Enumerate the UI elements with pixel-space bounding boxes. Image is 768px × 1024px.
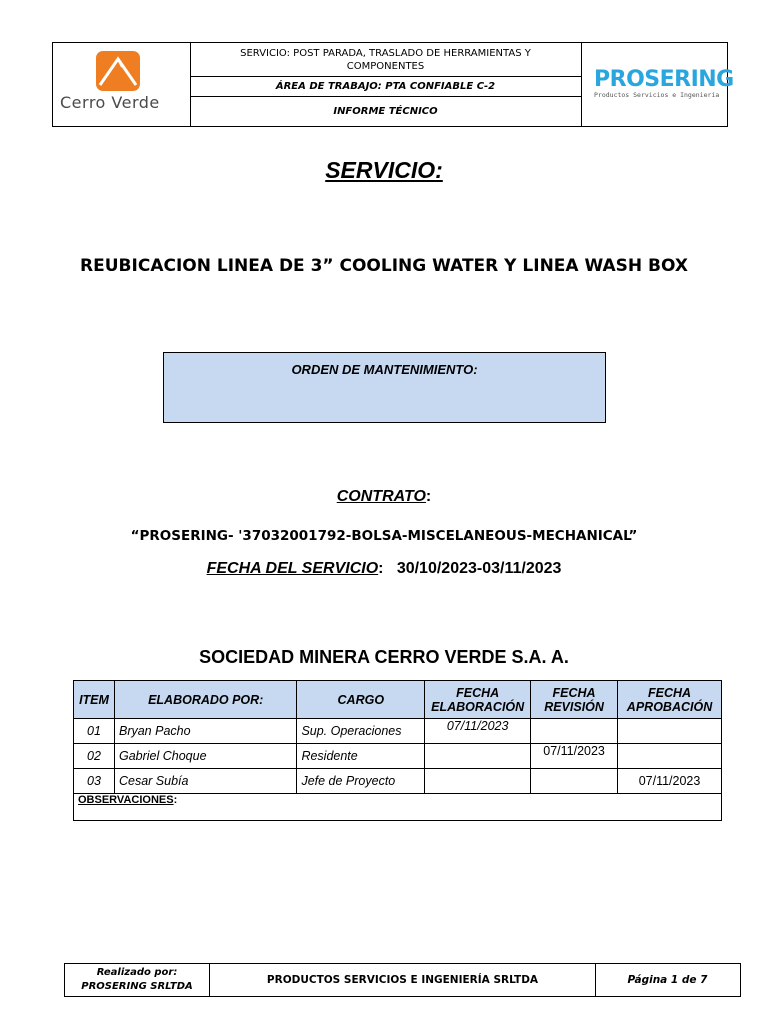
cell-fecha-revision [531, 769, 618, 794]
document-footer [64, 963, 741, 997]
prosering-logo-text: PROSERING [594, 67, 734, 92]
table-header-row [74, 681, 722, 719]
cell-fecha-revision [531, 719, 618, 744]
cell-fecha-aprobacion: 07/11/2023 [618, 769, 722, 794]
col-header-elaborado: ELABORADO POR: [114, 681, 296, 719]
contrato-value: “PROSERING- '37032001792-BOLSA-MISCELANEOUS-MECHANICAL” [130, 528, 638, 544]
footer-company: PRODUCTOS SERVICIOS E INGENIERÍA SRLTDA [210, 964, 596, 996]
footer-realizado-label: Realizado por: [96, 967, 178, 978]
cell-cargo: Residente [297, 744, 425, 769]
cell-name: Cesar Subía [114, 769, 296, 794]
header-informe: INFORME TÉCNICO [333, 106, 438, 117]
col-header-cargo: CARGO [297, 681, 425, 719]
cerro-verde-logo [53, 43, 191, 126]
contrato-label: CONTRATO [336, 488, 426, 505]
cell-fecha-elaboracion [425, 744, 531, 769]
document-header [52, 42, 734, 127]
prosering-logo [582, 43, 734, 126]
fecha-servicio-value: 30/10/2023-03/11/2023 [396, 560, 562, 577]
contrato-suffix: : [425, 488, 432, 505]
responsables-table [73, 680, 722, 821]
cerro-verde-logo-text: Cerro Verde [60, 93, 160, 112]
cell-fecha-revision: 07/11/2023 [531, 744, 618, 769]
prosering-logo-subtitle: Productos Servicios e Ingeniería [594, 91, 720, 99]
servicio-heading: SERVICIO: [325, 157, 443, 183]
fecha-servicio [0, 560, 768, 578]
footer-page-number: Página 1 de 7 [627, 974, 708, 986]
observaciones-suffix: : [173, 794, 178, 806]
col-header-fecha-revision: FECHA REVISIÓN [531, 681, 618, 719]
cell-cargo: Jefe de Proyecto [297, 769, 425, 794]
cell-name: Gabriel Choque [114, 744, 296, 769]
footer-realizado [65, 964, 210, 996]
cell-item: 02 [74, 744, 115, 769]
table-row [74, 719, 722, 744]
orden-mantenimiento-box [163, 352, 606, 423]
orden-mantenimiento-label: ORDEN DE MANTENIMIENTO: [291, 362, 478, 377]
cell-fecha-elaboracion: 07/11/2023 [425, 719, 531, 744]
cell-fecha-aprobacion [618, 744, 722, 769]
cell-fecha-elaboracion [425, 769, 531, 794]
col-header-fecha-elaboracion: FECHA ELABORACIÓN [425, 681, 531, 719]
observaciones-row [74, 794, 722, 821]
header-servicio: SERVICIO: POST PARADA, TRASLADO DE HERRAMIENTAS Y COMPONENTES [190, 43, 581, 77]
table-row [74, 744, 722, 769]
table-row [74, 769, 722, 794]
cell-name: Bryan Pacho [114, 719, 296, 744]
fecha-servicio-label: FECHA DEL SERVICIO [206, 560, 379, 577]
cell-cargo: Sup. Operaciones [297, 719, 425, 744]
company-name: SOCIEDAD MINERA CERRO VERDE S.A. A. [199, 647, 569, 667]
col-header-fecha-aprobacion: FECHA APROBACIÓN [618, 681, 722, 719]
observaciones-cell [74, 794, 722, 821]
cell-item: 01 [74, 719, 115, 744]
observaciones-label: OBSERVACIONES [78, 794, 174, 806]
footer-realizado-value: PROSERING SRLTDA [81, 981, 193, 992]
header-info [190, 43, 582, 126]
document-title: REUBICACION LINEA DE 3” COOLING WATER Y LINEA WASH BOX [80, 256, 688, 276]
cell-item: 03 [74, 769, 115, 794]
contrato-heading [0, 488, 768, 506]
cell-fecha-aprobacion [618, 719, 722, 744]
col-header-item: ITEM [74, 681, 115, 719]
header-area: ÁREA DE TRABAJO: PTA CONFIABLE C-2 [190, 78, 581, 97]
fecha-servicio-suffix: : [378, 560, 384, 577]
cerro-verde-logo-mark-icon [96, 51, 140, 91]
